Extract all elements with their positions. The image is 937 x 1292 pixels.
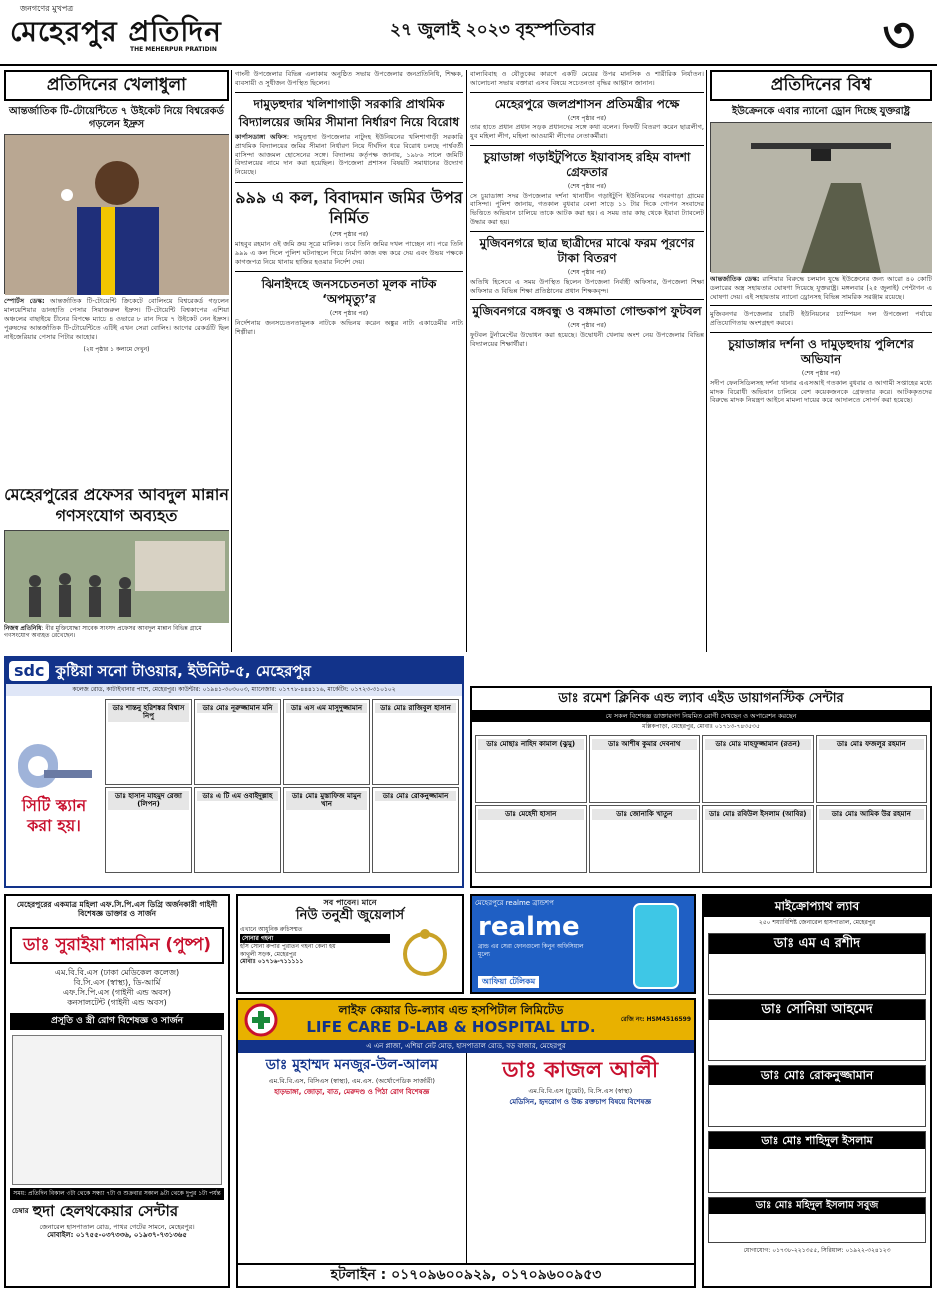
arrest-body: সে চুয়াডাঙ্গা সদর উপজেলার দর্শনা থানাধীন গড়াইটুপি ইউনিয়নের গবরগাড়া গ্রামের বাসিন্দা। পুলিশ জানায়, গতকাল বুধবার বেলা সাড়ে ১১ টার দিকে গোপন সংবাদের ভিত্তিতে অভিযান চালিয়ে তাকে আটক করা হয়। এ সময় তার কাছ থেকে ইয়াবা ট্যাবলেট উদ্ধার করা হয়। xyxy=(470,191,704,227)
school-dateline: কার্পাসডাঙ্গা অফিস xyxy=(235,132,287,141)
sono-doctor-card[interactable] xyxy=(105,699,192,785)
micropath-doctor-card[interactable] xyxy=(708,999,926,1061)
relief-headline[interactable]: মেহেরপুরে জলপ্রশাসন প্রতিমন্ত্রীর পক্ষে xyxy=(494,96,680,111)
doctor-name: ডাঃ হাসান মাহমুদ রেজা (লিপন) xyxy=(108,791,189,811)
champion-body: মুজিবনগর উপজেলার চারটি ইউনিয়নের চ্যাম্পিয়ন দল উপজেলা পর্যায়ে প্রতিযোগিতায় অংশগ্রহণ করবে। xyxy=(710,310,932,328)
police-body: সদীপ ফেনসিডিলসহ দর্শনা থানার এএসআই গতকাল বুধবার ও আগামী সপ্তাহের মধ্যে মাদক বিরোধী অভিযান চালিয়ে বেশ কয়েকজনকে গ্রেফতার করে। আটককৃতদের বিরুদ্ধে মাদক নিয়ন্ত্রণ আইনে মামলা দায়ের করে আদালতে সোপর্দ করা হয়েছে। xyxy=(710,378,932,405)
doctor-name: ডাঃ মোঃ শাহিদুল ইসলাম xyxy=(709,1132,925,1150)
doctor-name: ডাঃ মোঃ রোকনুজ্জামান xyxy=(375,791,456,802)
doctor1-name: ডাঃ মুহাম্মদ মনজুর-উল-আলম xyxy=(265,1056,438,1073)
suraiya-degrees: এম.বি.বি.এস (ঢাকা মেডিকেল কলেজ) xyxy=(54,968,180,977)
land-continued: (শেষ পৃষ্ঠার পর) xyxy=(329,231,369,239)
realme-ad[interactable] xyxy=(470,894,696,994)
realme-offer: ব্রান্ড এর সেরা ফোনগুলো কিনুন অফিসিয়াল মূল্যে xyxy=(478,943,584,958)
relief-body: তার হাতে প্রধান প্রধান সড়ক প্রধানদের সঙ্গে কথা বলেন। ফিফটি বিতরণ করেন ছাত্রলীগ, যুব মহিলা লীগ, মহিলা আওয়ামী লীগের নেতাকর্মীরা। xyxy=(470,123,704,141)
sports-banner: প্রতিদিনের খেলাধুলা xyxy=(4,70,229,101)
sono-doctor-card[interactable] xyxy=(194,787,281,873)
jewelers-name: নিউ তনুশ্রী জুয়েলার্স xyxy=(295,908,405,923)
page-number: ৩ xyxy=(882,5,915,64)
city-scan-panel xyxy=(6,696,102,876)
center-column: গাংনী উপজেলার বিভিন্ন এলাকায় অনুষ্ঠিত সভায় উপজেলার জনপ্রতিনিধি, শিক্ষক, ব্যবসায়ী ও সুধীজন উপস্থিত ছিলেন। দামুড়হুদার খলিশাগাড়ী সরকারি প্রাথমিক বিদ্যালয়ের জমির সীমানা নির্ধারণ নিয়ে বিরোধ কার্পাসডাঙ্গা অফিস: দামুড়হুদা উপজেলার নাটুদহ ইউনিয়নের খলিশাগাড়ী সরকারি প্রাথমিক বিদ্যালয়ের জমির সীমানা নির্ধারণ নিয়ে দীর্ঘদিন ধরে বিরোধ চলছে পার্শ্ববর্তী বাসিন্দা আজমল হোসেনের সঙ্গে। বিদ্যালয় কর্তৃপক্ষ জানায়, ১৯৮৬ সালে জমিটি বিদ্যালয়ের নামে দান করা হয়েছিল। উপজেলা প্রশাসন বিষয়টি সমাধানের উদ্যোগ নিয়েছে। ৯৯৯ এ কল, বিবাদমান জমির উপর নির্মিত (শেষ পৃষ্ঠার পর) মাহবুব রহমান ওই জমি ক্রয় সূত্রে মালিক। তবে তিনি জমির দখল পাচ্ছেন না। পরে তিনি ৯৯৯ এ কল দিলে পুলিশ ঘটনাস্থলে গিয়ে নির্মাণ কাজ বন্ধ করে দেয় এবং উভয় পক্ষকে কাগজপত্র নিয়ে থানায় হাজির হওয়ার নির্দেশ দেয়। ঝিনাইদহে জনসচেতনতা মূলক নাটক ‘অপমৃত্যু’র (শেষ পৃষ্ঠার পর) নির্দেশনায় জনসচেতনতামূলক নাটকে অভিনয় করেন অঙ্কুর নাট্য একাডেমীর নাট্য শিল্পীরা। xyxy=(235,70,463,336)
sports-dateline: স্পোর্টস ডেস্ক: xyxy=(4,297,45,306)
doctor2-degrees: এম.বি.বি.এস (চুয়েট), বি.সি.এস (স্বাস্থ্য) xyxy=(528,1087,633,1096)
ramesh-address: মল্লিকপাড়া, মেহেরপুর, মোবাঃ ০১৭১৩-৭৪৩৫৩৫ xyxy=(642,723,760,731)
suraiya-top: মেহেরপুরের একমাত্র মহিলা এফ.সি.পি.এস ডিগ্রি অর্জনকারী গাইনী বিশেষজ্ঞ ডাক্তার ও সার্জন xyxy=(16,900,218,919)
micropath-doctor-card[interactable] xyxy=(708,1197,926,1243)
divider xyxy=(235,271,463,272)
micropath-address: ২৫০ শয্যাবিশিষ্ট জেনারেল হাসপাতাল, মেহেরপুর xyxy=(758,919,876,926)
phone-icon xyxy=(626,902,686,990)
divider xyxy=(710,305,932,306)
ramesh-doctor-card[interactable] xyxy=(589,735,701,803)
ramesh-doctor-card[interactable] xyxy=(816,805,928,873)
column-divider xyxy=(466,70,467,652)
micropath-lab-ad[interactable] xyxy=(702,894,932,1288)
lifecare-address: এ এন প্লাজা, এশিয়া নেট মোড়, হাসপাতাল রোড, বড় বাজার, মেহেরপুর xyxy=(238,1040,694,1053)
lifecare-reg: রেজি নং: HSM4516599 xyxy=(620,1016,691,1024)
ct-scanner-icon xyxy=(14,736,94,796)
world-section xyxy=(710,70,932,652)
sdc-logo: sdc xyxy=(9,661,49,681)
doctor2-name: ডাঃ কাজল আলী xyxy=(502,1057,659,1083)
cricketer-illustration xyxy=(5,135,229,295)
micropath-doctor-card[interactable] xyxy=(708,1131,926,1193)
ramesh-doctor-card[interactable] xyxy=(702,805,814,873)
sono-doctor-card[interactable] xyxy=(194,699,281,785)
chamber-label: চেম্বার xyxy=(12,1206,29,1215)
divider xyxy=(235,92,463,93)
ramesh-doctor-card[interactable] xyxy=(475,805,587,873)
issue-date: ২৭ জুলাই ২০২৩ বৃহস্পতিবার xyxy=(390,20,595,40)
professor-caption: বীর মুক্তিযোদ্ধা সাবেক সাংসদ প্রফেসর আবদুল মান্নান বিভিন্ন গ্রামে গণসংযোগ অব্যহত রেখেছেন। xyxy=(4,624,202,640)
lifecare-doctor-1[interactable] xyxy=(238,1053,467,1263)
police-headline[interactable]: চুয়াডাঙ্গার দর্শনা ও দামুড়হুদায় পুলিশের অভিযান xyxy=(728,337,914,367)
doctor-name: ডাঃ সোনিয়া আহমেদ xyxy=(709,1000,925,1020)
suraiya-mobile: মোবাইল: ০১৭৫৫-০৩৭৩৩৬, ০১৯৩৭-৭৩১৩৬৫ xyxy=(47,1230,187,1239)
doctor-name: ডাঃ এ টি এম ওবাইদুল্লাহ xyxy=(197,791,278,802)
realme-brand: realme xyxy=(478,911,580,942)
drone-photo xyxy=(710,122,932,272)
chamber-name: হুদা হেলথকেয়ার সেন্টার xyxy=(32,1201,179,1220)
jewelers-line1: এখানে আধুনিক রুচিসম্মত xyxy=(240,926,303,934)
sports-continued[interactable]: (২য় পৃষ্ঠার ১ কলামে দেখুন) xyxy=(83,345,150,353)
form-body: অতিথি হিসেবে এ সময় উপস্থিত ছিলেন উপজেলা নির্বাহী অফিসার, উপজেলা শিক্ষা অফিসার ও বিভিন্ন শিক্ষা প্রতিষ্ঠানের প্রধান শিক্ষকবৃন্দ। xyxy=(470,277,704,295)
doctor1-degrees: এম.বি.বি.এস, বিসিএস (স্বাস্থ্য), এম.এস. (অর্থোপেডিক সার্জারী) xyxy=(268,1077,435,1086)
doctor-name: ডাঃ মোঃ নূরুজ্জামান মনি xyxy=(197,703,278,714)
doctor-name: ডাঃ আশীষ কুমার দেবনাথ xyxy=(592,739,698,750)
ramesh-doctor-card[interactable] xyxy=(702,735,814,803)
doctor-name: ডাঃ শান্তনু হরিশঙ্কর বিশ্বাস নিপু xyxy=(108,703,189,723)
jewelers-mobile: মোবাঃ ০১৭১৬-৭১১১১১ xyxy=(240,958,304,966)
ramesh-doctor-card[interactable] xyxy=(589,805,701,873)
gonosongjog-photo xyxy=(4,530,229,622)
drone-illustration xyxy=(711,123,932,273)
ramesh-doctor-grid xyxy=(472,732,930,876)
sono-doctor-card[interactable] xyxy=(372,787,459,873)
suraiya-degrees-2: বি.সি.এস (স্বাস্থ্য), ডি-আর্মি xyxy=(73,978,161,987)
realme-subtitle: মেহেরপুরে realme ব্রান্ডশপ xyxy=(475,899,554,907)
sono-doctor-card[interactable] xyxy=(105,787,192,873)
arrest-continued: (শেষ পৃষ্ঠার পর) xyxy=(567,183,607,191)
suraiya-hours: সময়: প্রতিদিন বিকাল ৩টা থেকে সন্ধ্যা ৭টা ও শুক্রবার সকাল ৯টা থেকে দুপুর ১টা পর্যন্ত xyxy=(10,1188,224,1200)
play-body: নির্দেশনায় জনসচেতনতামূলক নাটকে অভিনয় করেন অঙ্কুর নাট্য একাডেমীর নাট্য শিল্পীরা। xyxy=(235,318,463,336)
play-continued: (শেষ পৃষ্ঠার পর) xyxy=(329,310,369,318)
micropath-footer: যোগাযোগ: ০১৭৩৮-২২১৩৫৫, সিরিয়াল: ০১৯২২-৩২৪১২৩ xyxy=(743,1246,891,1254)
form-headline[interactable]: মুজিবনগরে ছাত্র ছাত্রীদের মাঝে ফরম পূরণের টাকা বিতরণ xyxy=(479,236,695,266)
sono-title: কুষ্টিয়া সনো টাওয়ার, ইউনিট-৫, মেহেরপুর xyxy=(55,661,311,680)
suraiya-ad[interactable] xyxy=(4,894,230,1288)
football-body: ফুটবল টুর্নামেন্টের উদ্বোধন করা হয়েছে। উদ্বোধনী খেলায় অংশ নেয় উপজেলার বিভিন্ন বিদ্যালয়ের শিক্ষার্থীরা। xyxy=(470,330,704,348)
sono-doctor-card[interactable] xyxy=(372,699,459,785)
doctor-name: ডাঃ এম এ রশীদ xyxy=(709,934,925,954)
newspaper-title: মেহেরপুর প্রতিদিন xyxy=(10,15,222,48)
doctor-name: ডাঃ মোঃ রাজিবুল হাসান xyxy=(375,703,456,714)
doctor-name: ডাঃ মোঃ রবিউল ইসলাম (আবির) xyxy=(705,809,811,820)
ramesh-doctor-card[interactable] xyxy=(816,735,928,803)
jewelers-line3: হাঁস সোনা রুপার পুরাতন গহনা কেনা হয় xyxy=(240,943,336,951)
doctor1-specialty: হাড়ভাঙ্গা, জোড়া, বাত, মেরুদণ্ড ও পিঠা রোগ বিশেষজ্ঞ xyxy=(274,1088,430,1097)
suraiya-specialty: প্রসূতি ও স্ত্রী রোগ বিশেষজ্ঞ ও সার্জন xyxy=(10,1013,224,1030)
suraiya-address: জেনারেল হাসপাতাল রোড, পাথর গেটের সামনে, মেহেরপুর। xyxy=(39,1222,195,1231)
ramesh-clinic-ad[interactable] xyxy=(470,686,932,888)
world-headline[interactable]: ইউক্রেনকে এবার ন্যানো ড্রোন দিচ্ছে যুক্তরাষ্ট্র xyxy=(731,106,911,118)
divider xyxy=(470,299,704,300)
ramesh-doctor-card[interactable] xyxy=(475,735,587,803)
services-list-box xyxy=(12,1035,222,1185)
doctor-name: ডাঃ মোছাঃ নাহিদ কামাল (ঝুমু) xyxy=(478,739,584,750)
suraiya-role: কনসালটেন্ট (গাইনী এন্ড অবস) xyxy=(67,998,167,1007)
sports-body: আন্তর্জাতিক টি-টোয়েন্টি ক্রিকেটে বোলিংয়ে বিশ্বরেকর্ড গড়লেন মালয়েশিয়ার ডানহাতি পেসার সিয়াজরুল ইদ্রুস। টি-টোয়েন্টি বিশ্বকাপের এশিয়া অঞ্চলের বাছাইয়ে চীনের বিপক্ষে ম্যাচে ৪ ওভারে ৮ রান দিয়ে ৭ উইকেট নেন ইদ্রুস। পুরুষদের আন্তর্জাতিক টি-টোয়েন্টিতে এটিই এখন সেরা বোলিং। আগের রেকর্ডটি ছিল নাইজেরিয়ার পেসার পিটার আহোর। xyxy=(4,297,229,341)
football-headline[interactable]: মুজিবনগরে বঙ্গবন্ধু ও বঙ্গমাতা গোল্ডকাপ ফুটবল xyxy=(472,304,702,319)
doctor-name: ডাঃ জোনাকি খাতুন xyxy=(592,809,698,820)
professor-section: মেহেরপুরের প্রফেসর আবদুল মান্নান গণসংযোগ অব্যহত নিজস্ব প্রতিনিধি: বীর মুক্তিযোদ্ধা সাবেক সাংসদ প্রফেসর আবদুল মান্নান বিভিন্ন গ্রামে গণসংযোগ অব্যহত রেখেছেন। xyxy=(4,485,229,640)
city-scan-text: সিটি স্ক্যান করা হয়। xyxy=(21,796,87,835)
school-body: দামুড়হুদা উপজেলার নাটুদহ ইউনিয়নের খলিশাগাড়ী সরকারি প্রাথমিক বিদ্যালয়ের জমির সীমানা নির্ধারণ নিয়ে দীর্ঘদিন ধরে বিরোধ চলছে পার্শ্ববর্তী বাসিন্দা আজমল হোসেনের সঙ্গে। বিদ্যালয় কর্তৃপক্ষ জানায়, ১৯৮৬ সালে জমিটি বিদ্যালয়ের নামে দান করা হয়েছিল। উপজেলা প্রশাসন বিষয়টি সমাধানের উদ্যোগ নিয়েছে। xyxy=(235,132,463,177)
sports-section xyxy=(4,70,229,480)
divider xyxy=(470,92,704,93)
doctor-name: ডাঃ এস এম মাসুদুজ্জামান xyxy=(286,703,367,714)
jewelry-icon xyxy=(390,926,460,986)
school-headline-2[interactable]: বিদ্যালয়ের জমির সীমানা নির্ধারণ নিয়ে বিরোধ xyxy=(238,114,460,129)
football-continued: (শেষ পৃষ্ঠার পর) xyxy=(567,322,607,330)
jewelers-tagline: সব পাবেন। মানে xyxy=(323,898,377,907)
divider xyxy=(710,332,932,333)
doctor-name: ডাঃ মোঃ মাহফুজ্জামান (রতন) xyxy=(705,739,811,750)
newspaper-subtitle: THE MEHERPUR PRATIDIN xyxy=(130,46,217,53)
lifecare-title: লাইফ কেয়ার ডি-ল্যাব এন্ড হসপিটাল লিমিটেড xyxy=(338,1003,564,1018)
suraiya-degrees-3: এফ.সি.পি.এস (গাইনী এন্ড অবস) xyxy=(62,988,172,997)
micropath-doctor-card[interactable] xyxy=(708,1065,926,1127)
lifecare-logo-icon xyxy=(241,1003,281,1037)
realme-shop: আফিয়া টেলিকম xyxy=(478,976,539,988)
cricket-player-photo xyxy=(4,134,229,294)
world-dateline: আন্তর্জাতিক ডেস্ক: xyxy=(710,274,760,283)
lifecare-hotline[interactable]: হটলাইন : ০১৭০৯৬০০৯২৯, ০১৭০৯৬০০৯৫৩ xyxy=(238,1263,694,1287)
suraiya-name: ডাঃ সুরাইয়া শারমিন (পুষ্প) xyxy=(10,927,224,964)
sono-doctor-grid xyxy=(102,696,462,876)
professor-headline[interactable]: মেহেরপুরের প্রফেসর আবদুল মান্নান গণসংযোগ অব্যহত xyxy=(4,485,229,525)
divider xyxy=(235,182,463,183)
masthead-slogan: জনগণের মুখপত্র xyxy=(20,4,74,13)
sports-headline[interactable]: আন্তর্জাতিক টি-টোয়েন্টিতে ৭ উইকেট নিয়ে বিশ্বরেকর্ড গড়লেন ইদ্রুস xyxy=(9,106,224,130)
doctor-name: ডাঃ মোঃ রোকনুজ্জামান xyxy=(709,1066,925,1085)
jewelers-line2: সোনার গহনা xyxy=(240,934,390,944)
doctor-name: ডাঃ মোঃ মুস্তাফিজ মামুন খান xyxy=(286,791,367,811)
arrest-headline[interactable]: চুয়াডাঙ্গা গড়াইটুপিতে ইয়াবাসহ রহিম বাদশা গ্রেফতার xyxy=(483,150,691,180)
ramesh-subtitle: যে সকল বিশেষজ্ঞ ডাক্তারগণ নিয়মিত রোগী দেখছেন ও অপারেশন করছেন xyxy=(472,710,930,722)
relief-continued: (শেষ পৃষ্ঠার পর) xyxy=(567,114,607,122)
masthead xyxy=(0,0,937,66)
ramesh-title: ডাঃ রমেশ ক্লিনিক এন্ড ল্যাব এইড ডায়াগনস্টিক সেন্টার xyxy=(558,691,844,706)
professor-dateline: নিজস্ব প্রতিনিধি xyxy=(4,624,42,632)
divider xyxy=(470,231,704,232)
doctor-name: ডাঃ মোঃ ফজলুর রহমান xyxy=(819,739,925,750)
doctor-name: ডাঃ মোঃ আমিক উর রহমান xyxy=(819,809,925,820)
crowd-illustration xyxy=(5,531,229,623)
school-headline[interactable]: দামুড়হুদার খলিশাগাড়ী সরকারি প্রাথমিক xyxy=(253,96,445,111)
micropath-doctor-card[interactable] xyxy=(708,933,926,995)
doctor-name: ডাঃ মেহেদী হাসান xyxy=(478,809,584,820)
center-intro: গাংনী উপজেলার বিভিন্ন এলাকায় অনুষ্ঠিত সভায় উপজেলার জনপ্রতিনিধি, শিক্ষক, ব্যবসায়ী ও সুধীজন উপস্থিত ছিলেন। xyxy=(235,70,463,87)
sono-tower-ad[interactable] xyxy=(4,656,464,888)
world-banner: প্রতিদিনের বিশ্ব xyxy=(710,70,932,101)
sono-doctor-card[interactable] xyxy=(283,787,370,873)
play-headline[interactable]: ঝিনাইদহে জনসচেতনতা মূলক নাটক ‘অপমৃত্যু’র xyxy=(261,277,437,307)
lifecare-ad[interactable] xyxy=(236,998,696,1288)
lifecare-title-en: LIFE CARE D-LAB & HOSPITAL LTD. xyxy=(306,1018,596,1037)
police-continued: (শেষ পৃষ্ঠার পর) xyxy=(801,370,841,378)
sono-doctor-card[interactable] xyxy=(283,699,370,785)
land-headline[interactable]: ৯৯৯ এ কল, বিবাদমান জমির উপর নির্মিত xyxy=(235,188,463,228)
micropath-logo: মাইক্রোপ্যাথ ল্যাব xyxy=(704,896,930,917)
jewelers-address: কাথুলী সড়ক, মেহেরপুর xyxy=(240,950,297,958)
sono-address: কলেজ রোড, কাটাইখানার পাশে, মেহেরপুর। কাউন্টার: ০১৯৪১-৩০৩০০৩, ম্যানেজার: ০১৭৭৮-৪৪৪১১৬, মার্কেটিং: ০১৭২৩-৩১০১০২ xyxy=(6,684,462,696)
form-continued: (শেষ পৃষ্ঠার পর) xyxy=(567,269,607,277)
middle-column xyxy=(470,70,704,652)
divider xyxy=(470,145,704,146)
column-divider xyxy=(706,70,707,652)
world-body: রাশিয়ার বিরুদ্ধে চলমান যুদ্ধে ইউক্রেনের জন্য আরো ৪০ কোটি ডলারের অস্ত্র সহায়তার ঘোষণা দিয়েছে যুক্তরাষ্ট্র। মঙ্গলবার (২৫ জুলাই) পেন্টাগন এ ঘোষণা দেয়। এই সহায়তায় ন্যানো ড্রোনসহ বিভিন্ন সামরিক সরঞ্জাম রয়েছে। xyxy=(710,274,932,301)
middle-top-body: বাল্যবিবাহ ও যৌতুকের কারণে একটি মেয়ের উপর মানসিক ও শারীরিক নির্যাতন। আলোচনা সভায় বক্তারা এসব বিষয়ে সচেতনতা বৃদ্ধির আহ্বান জানান। xyxy=(470,70,704,87)
doctor-name: ডাঃ মোঃ মহিদুল ইসলাম সবুজ xyxy=(709,1198,925,1215)
land-body: মাহবুব রহমান ওই জমি ক্রয় সূত্রে মালিক। তবে তিনি জমির দখল পাচ্ছেন না। পরে তিনি ৯৯৯ এ কল দিলে পুলিশ ঘটনাস্থলে গিয়ে নির্মাণ কাজ বন্ধ করে দেয় এবং উভয় পক্ষকে কাগজপত্র নিয়ে থানায় হাজির হওয়ার নির্দেশ দেয়। xyxy=(235,239,463,266)
doctor2-specialty: মেডিসিন, হৃদরোগ ও উচ্চ রক্তচাপ বিষয়ে বিশেষজ্ঞ xyxy=(509,1098,652,1107)
jewelers-ad[interactable] xyxy=(236,894,464,994)
column-divider xyxy=(231,70,232,652)
lifecare-doctor-2[interactable] xyxy=(467,1053,695,1263)
